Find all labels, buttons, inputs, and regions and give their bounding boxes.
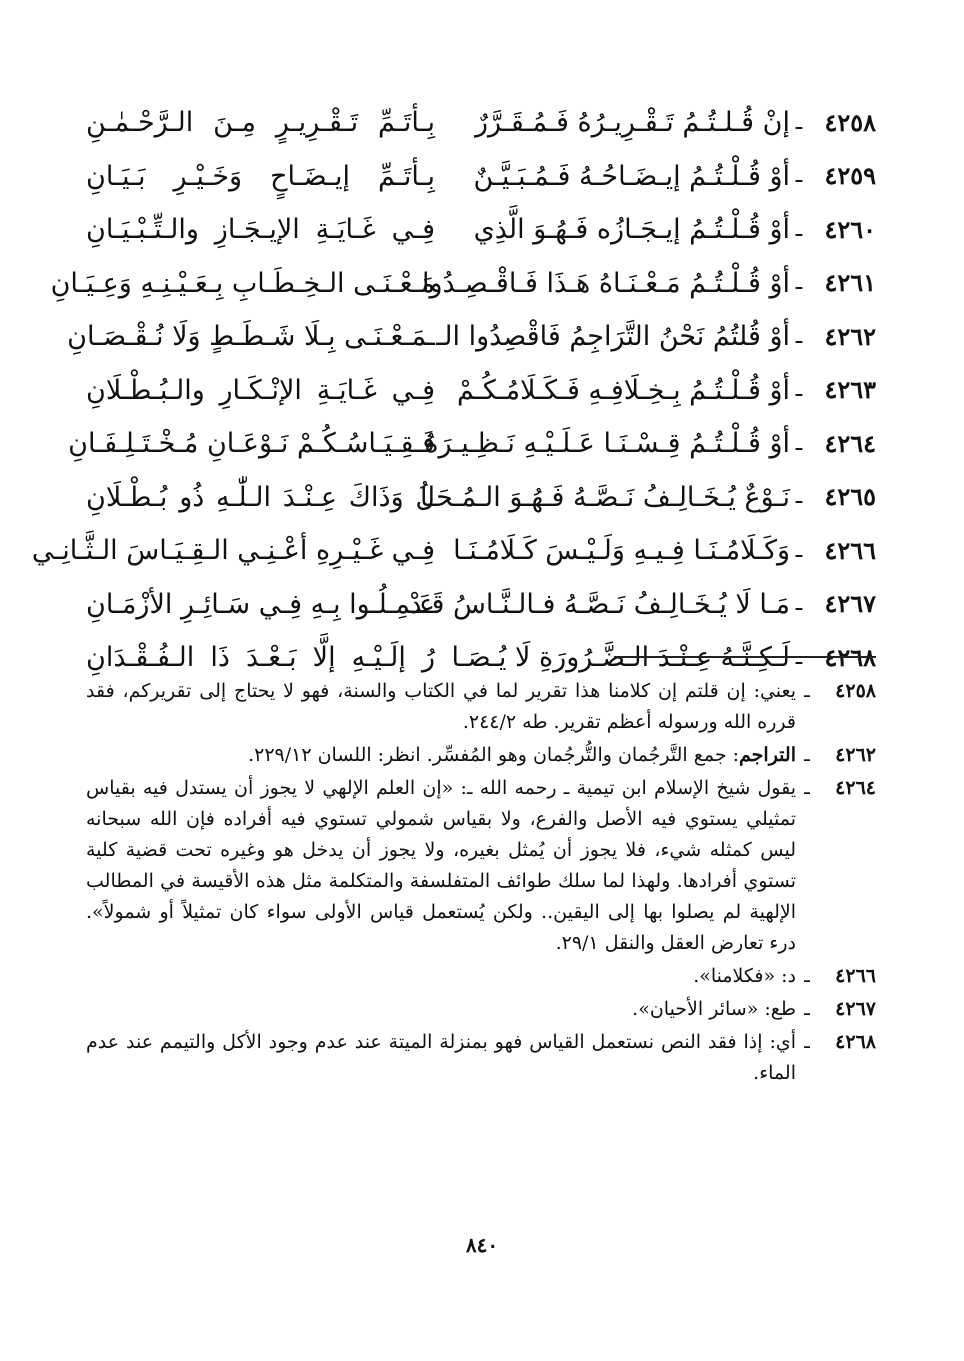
footnote-text: يقول شيخ الإسلام ابن تيمية ـ رحمه الله ـ: «إن العلم الإلهي لا يجوز أن يستدل فيه بقياس تمثيلي يستوي فيه الأصل والفرع، ولا بقياس شمولي تستوي فيه أفراده فإن الله سبحانه ليس كمثله شيء، فلا يجوز أن يُمثل بغيره، ولا يجوز أن يدخل هو وغيره تحت قضية كلية تستوي أفرادها. ولهذا لما سلك طوائف المتفلسفة والمتكلمة مثل هذه الأقيسة في المطالب الإلهية لم يصلوا بها إلى اليقين.. ولكن يُستعمل قياس الأولى سواء كان تمثيلاً أو شمولاً». درء تعارض العقل والنقل ٢٩/١. <box>86 777 796 954</box>
verse-second-hemistich: فِـي غَـيْـرِهِ أعْـنِـي الـقِـيَـاسَ الـثَّـانِـي <box>31 535 435 567</box>
verse-number: ٤٢٦٥ <box>824 482 876 512</box>
verse-number: ٤٢٦٠ <box>824 214 876 244</box>
footnote-text: يعني: إن قلتم إن كلامنا هذا تقرير لما في الكتاب والسنة، فهو لا يحتاج إلى تقريركم، فقد قرره الله ورسوله أعظم تقرير. طه ٢٤٤/٢. <box>86 680 796 733</box>
verse-row <box>86 203 876 257</box>
verse-number: ٤٢٦٣ <box>824 375 876 405</box>
verse-second-hemistich: مَـعْـنَـى الـخِـطَـابِ بِـعَـيْـنِـهِ وَعِـيَـانِ <box>50 267 435 299</box>
verse-number: ٤٢٦٢ <box>824 321 876 351</box>
verse-number: ٤٢٦٤ <box>824 428 876 458</box>
verse-dash: ـ <box>795 537 803 563</box>
footnote-number: ٤٢٥٨ <box>835 680 876 702</box>
footnote <box>86 740 876 771</box>
verse-row <box>86 578 876 632</box>
verse-row <box>86 364 876 418</box>
verse-second-hemistich: ـمَـعْـنَـى بِـلَا شَـطَـطٍ وَلَا نُـقْـصَـانِ <box>67 321 435 353</box>
verse-number: ٤٢٥٨ <box>824 107 876 137</box>
verse-number: ٤٢٦١ <box>824 268 876 298</box>
verse-dash: ـ <box>795 377 803 403</box>
footnote-text: أي: إذا فقد النص نستعمل القياس فهو بمنزلة الميتة عند عدم وجود الأكل والتيمم عند عدم الماء. <box>86 1031 796 1084</box>
verse-first-hemistich: أوْ قُـلْـتُـمُ إيـضَـاحُـهُ فَـمُـبَـيَّـنٌ <box>473 160 790 192</box>
footnote-bold-term: التراجم <box>739 744 796 766</box>
verse-first-hemistich: أوْ قُـلْـتُـمُ إيـجَـازُه فَـهُـوَ الَّذِي <box>473 214 790 246</box>
footnote <box>86 773 876 959</box>
verse-row <box>86 471 876 525</box>
footnote-number: ٤٢٦٦ <box>835 965 876 987</box>
footnote-dash: ـ <box>804 777 810 799</box>
verse-second-hemistich: بِـأتَـمِّ إيـضَـاحٍ وَخَـيْـرِ بَـيَـانِ <box>86 160 435 192</box>
footnote-text: طع: «سائر الأحيان». <box>632 998 796 1020</box>
verse-number: ٤٢٦٨ <box>824 642 876 672</box>
verse-dash: ـ <box>795 216 803 242</box>
footnote-number: ٤٢٦٤ <box>835 777 876 799</box>
verse-row <box>31 524 876 578</box>
verse-row <box>50 257 876 311</box>
verse-second-hemistich: عَـمِـلُـوا بِـهِ فِـي سَـائِـرِ الأزْمَـانِ <box>86 588 435 620</box>
verse-number: ٤٢٦٧ <box>824 589 876 619</box>
verse-dash: ـ <box>795 323 803 349</box>
page-number: ٨٤٠ <box>465 1233 499 1257</box>
footnote <box>86 994 876 1025</box>
footnotes-block <box>86 676 876 1091</box>
verse-row <box>86 150 876 204</box>
verse-first-hemistich: أوْ قُـلْـتُـمُ مَـعْـنَـاهُ هَـذَا فَـاقْـصِـدُوا <box>421 267 790 299</box>
footnote-body: : جمع التَّرجُمان والتُّرجُمان وهو المُفسِّر. انظر: اللسان ٢٢٩/١٢. <box>248 744 740 766</box>
verse-row <box>68 417 876 471</box>
footnote-dash: ـ <box>804 965 810 987</box>
verse-first-hemistich: إنْ قُـلـتُـمُ تَـقْـرِيـرُهُ فَـمُـقَـرَّرٌ <box>475 107 790 139</box>
verse-first-hemistich: أوْ قُـلْـتُـمُ قِـسْـنَـا عَـلَـيْـهِ نَـظِـيـرَهُ <box>424 428 790 460</box>
verse-second-hemistich: فِـي غَـايَـةِ الإيـجَـازِ والـتِّـبْـيَـانِ <box>86 214 435 246</box>
verse-first-hemistich: أوْ قُـلْـتُـمُ بِـخِـلَافِـهِ فَـكَـلَامُـكُـمْ <box>456 374 790 406</box>
footnote-separator <box>614 656 876 658</box>
verse-first-hemistich: وَكَـلَامُـنَـا فِـيـهِ وَلَـيْـسَ كَـلَامُـنَـا <box>453 535 790 567</box>
footnote-dash: ـ <box>804 680 810 702</box>
verse-first-hemistich: مَـا لَا يُـخَـالِـفُ نَـصَّـهُ فـالـنَّـاسُ قَـدْ <box>409 588 790 620</box>
verse-dash: ـ <box>795 591 803 617</box>
verse-dash: ـ <box>795 270 803 296</box>
verse-dash: ـ <box>795 430 803 456</box>
verse-second-hemistich: رُ إلَـيْـهِ إلَّا بَـعْـدَ ذَا الـفُـقْـدَانِ <box>86 642 435 674</box>
footnote-dash: ـ <box>804 998 810 1020</box>
verse-row <box>67 310 876 364</box>
verse-dash: ـ <box>795 163 803 189</box>
verse-second-hemistich: لُ وَذَاكَ عِـنْـدَ الـلّٰـهِ ذُو بُـطْـلَانِ <box>86 481 435 513</box>
footnote-number: ٤٢٦٢ <box>835 744 876 766</box>
verse-first-hemistich: نَـوْعٌ يُـخَـالِـفُ نَـصَّـهُ فَـهُـوَ الـمُـحَـا <box>420 481 790 513</box>
verse-dash: ـ <box>795 484 803 510</box>
footnote-number: ٤٢٦٨ <box>835 1031 876 1053</box>
verse-second-hemistich: فِـي غَـايَـةِ الإنْـكَـارِ والـبُـطْـلَانِ <box>86 374 435 406</box>
verse-first-hemistich: أوْ قُلتُمُ نَحْنُ التَّرَاجِمُ فَاقْصِدُوا الـ <box>436 321 790 353</box>
footnote-number: ٤٢٦٧ <box>835 998 876 1020</box>
footnote-dash: ـ <box>804 1031 810 1053</box>
verse-second-hemistich: فَـقِـيَـاسُـكُـمْ نَـوْعَـانِ مُـخْـتَـلِـفَـانِ <box>68 428 435 460</box>
footnote <box>86 1027 876 1089</box>
poem-block <box>31 96 876 685</box>
verse-number: ٤٢٦٦ <box>824 535 876 565</box>
footnote <box>86 961 876 992</box>
verse-row <box>86 96 876 150</box>
verse-dash: ـ <box>795 644 803 670</box>
verse-number: ٤٢٥٩ <box>824 161 876 191</box>
footnote-text: د: «فكلامنا». <box>693 965 796 987</box>
footnote-text <box>86 740 796 771</box>
footnote <box>86 676 876 738</box>
verse-second-hemistich: بِـأتَـمِّ تَـقْـرِيـرٍ مِـنَ الـرَّحْـمٰـنِ <box>86 107 435 139</box>
footnote-dash: ـ <box>804 744 810 766</box>
verse-first-hemistich: لَـكِـنَّـهُ عِـنْـدَ الـضَّـرُورَةِ لَا يُـصَـا <box>451 642 790 674</box>
verse-dash: ـ <box>795 109 803 135</box>
